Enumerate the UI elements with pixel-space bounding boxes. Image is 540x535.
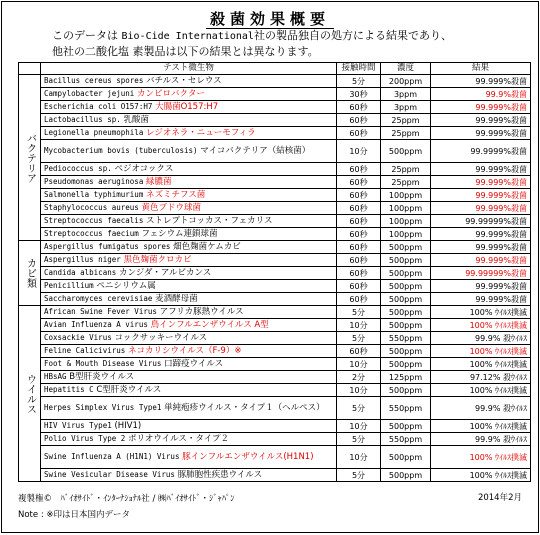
result-cell: 99.9% 殺ｳｲﾙｽ (431, 433, 531, 446)
concentration-cell: 500ppm (381, 469, 431, 482)
table-row (19, 397, 531, 420)
organism-japanese-name: 豚インフルエンザウイルス(H1N1) (182, 452, 314, 462)
intro-line1-a: このデータは (52, 29, 118, 42)
result-cell: 99.999%殺菌 (431, 176, 531, 189)
organism-japanese-name: (HIV1) (114, 421, 142, 431)
organism-japanese-name: マイコバクテリア（結核菌） (200, 146, 311, 156)
header-concentration: 濃度 (381, 63, 431, 75)
result-cell: 99.999%殺菌 (431, 254, 531, 267)
intro-line1-b: 社の製品独自の処方による結果であり、 (253, 29, 452, 42)
organism-name (41, 420, 337, 433)
organism-name (41, 163, 337, 176)
concentration-cell: 125ppm (381, 371, 431, 384)
organism-name (41, 293, 337, 306)
organism-name (41, 280, 337, 293)
organism-scientific-name: Legionella pneumophila (44, 128, 144, 137)
organism-name (41, 228, 337, 241)
contact-time-cell: 60秒 (337, 127, 381, 140)
table-row (19, 114, 531, 127)
table-row (19, 254, 531, 267)
table-body (19, 75, 531, 482)
organism-name (41, 433, 337, 446)
organism-japanese-name: ストレプトコッカス・フェカリス (146, 216, 273, 226)
table-row (19, 101, 531, 114)
result-cell: 99.999%殺菌 (431, 127, 531, 140)
organism-japanese-name: ネズミチフス菌 (146, 190, 206, 200)
organism-japanese-name: 麦酒酵母菌 (155, 294, 198, 304)
intro-line2: 他社の二酸化塩 素製品は以下の結果とは異なります。 (52, 45, 319, 58)
organism-scientific-name: Aspergillus fumigatus spores (44, 242, 171, 251)
table-row (19, 176, 531, 189)
organism-name (41, 75, 337, 88)
result-cell: 99.99999%殺菌 (431, 267, 531, 280)
organism-name (41, 140, 337, 163)
organism-japanese-name: カンピロバクター (137, 89, 205, 99)
organism-scientific-name: Bacillus cereus spores (44, 76, 144, 85)
result-cell: 99.999%殺菌 (431, 189, 531, 202)
contact-time-cell: 60秒 (337, 345, 381, 358)
organism-japanese-name: フェシウム連鎖球菌 (141, 229, 218, 239)
result-cell: 99.999%殺菌 (431, 280, 531, 293)
organism-japanese-name: 大腸菌O157:H7 (155, 102, 219, 112)
organism-japanese-name: カンジダ・アルビカンス (118, 268, 212, 278)
contact-time-cell: 10分 (337, 358, 381, 371)
contact-time-cell: 5分 (337, 332, 381, 345)
concentration-cell: 100ppm (381, 202, 431, 215)
table-row (19, 280, 531, 293)
concentration-cell: 500ppm (381, 345, 431, 358)
concentration-cell: 3ppm (381, 88, 431, 101)
header-result: 結果 (431, 63, 531, 75)
result-cell: 100% ｳｲﾙｽ撲滅 (431, 446, 531, 469)
organism-name (41, 384, 337, 397)
concentration-cell: 25ppm (381, 114, 431, 127)
table-row (19, 345, 531, 358)
organism-scientific-name: Swine Influenza A (H1N1) Virus (44, 452, 180, 461)
table-row (19, 228, 531, 241)
organism-name (41, 306, 337, 319)
footer-note: Note : ※印は日本国内データ (18, 510, 131, 520)
organism-name (41, 202, 337, 215)
table-row (19, 446, 531, 469)
organism-japanese-name: 単純疱疹ウイルス・タイプ１（ヘルペス） (164, 403, 325, 413)
concentration-cell: 500ppm (381, 420, 431, 433)
table-row (19, 358, 531, 371)
result-cell: 99.9999%殺菌 (431, 140, 531, 163)
organism-name (41, 114, 337, 127)
organism-japanese-name: ペニシリウム属 (96, 281, 156, 291)
organism-scientific-name: Hepatitis C (44, 385, 94, 394)
header-test-organism: テスト微生物 (41, 63, 337, 75)
table-row (19, 384, 531, 397)
contact-time-cell: 10分 (337, 446, 381, 469)
organism-scientific-name: Aspergillus niger (44, 255, 121, 264)
concentration-cell: 550ppm (381, 433, 431, 446)
organism-japanese-name: 口蹄疫ウイルス (164, 359, 224, 369)
table-row (19, 469, 531, 482)
contact-time-cell: 5分 (337, 469, 381, 482)
contact-time-cell: 60秒 (337, 280, 381, 293)
category-label: ウイルス (24, 373, 36, 414)
organism-scientific-name: Coxsackie Virus (44, 333, 112, 342)
document-page (1, 1, 539, 533)
organism-japanese-name: ペジオコックス (114, 164, 174, 174)
concentration-cell: 100ppm (381, 215, 431, 228)
organism-name (41, 397, 337, 420)
result-cell: 99.9% 殺ｳｲﾙｽ (431, 332, 531, 345)
organism-scientific-name: Swine Vesicular Disease Virus (44, 470, 175, 479)
organism-japanese-name: ポリオウイルス・タイプ２ (127, 434, 229, 444)
table-row (19, 332, 531, 345)
contact-time-cell: 10分 (337, 420, 381, 433)
concentration-cell: 500ppm (381, 446, 431, 469)
table-row (19, 319, 531, 332)
result-cell: 99.999%殺菌 (431, 241, 531, 254)
organism-scientific-name: Saccharomyces cerevisiae (44, 294, 153, 303)
header-contact-time: 接触時間 (337, 63, 381, 75)
contact-time-cell: 60秒 (337, 189, 381, 202)
result-cell: 99.999%殺菌 (431, 202, 531, 215)
concentration-cell: 500ppm (381, 254, 431, 267)
contact-time-cell: 10分 (337, 140, 381, 163)
concentration-cell: 100ppm (381, 228, 431, 241)
organism-name (41, 241, 337, 254)
concentration-cell: 500ppm (381, 241, 431, 254)
table-row (19, 202, 531, 215)
concentration-cell: 200ppm (381, 75, 431, 88)
concentration-cell: 500ppm (381, 267, 431, 280)
organism-name (41, 88, 337, 101)
organism-scientific-name: African Swine Fever Virus (44, 307, 157, 316)
category-label: バクテリア (24, 132, 36, 183)
organism-scientific-name: Mycobacterium bovis (tuberculosis) (44, 146, 198, 155)
result-cell: 99.999%殺菌 (431, 293, 531, 306)
contact-time-cell: 60秒 (337, 293, 381, 306)
organism-name (41, 215, 337, 228)
organism-japanese-name: 豚肺胞性疾患ウイルス (177, 470, 263, 480)
organism-name (41, 371, 337, 384)
organism-name (41, 267, 337, 280)
organism-name (41, 358, 337, 371)
organism-scientific-name: Candida albicans (44, 268, 117, 277)
concentration-cell: 500ppm (381, 384, 431, 397)
organism-scientific-name: Herpes Simplex Virus Type1 (44, 403, 162, 412)
concentration-cell: 25ppm (381, 176, 431, 189)
page-title: 殺菌効果概要 (2, 8, 538, 29)
organism-name (41, 319, 337, 332)
organism-japanese-name: 畑色麹菌ケムカビ (173, 242, 241, 252)
table-header-row (19, 63, 531, 75)
contact-time-cell: 10分 (337, 319, 381, 332)
concentration-cell: 500ppm (381, 280, 431, 293)
organism-japanese-name: バチルス・セレウス (146, 76, 222, 86)
result-cell: 99.999%殺菌 (431, 228, 531, 241)
organism-japanese-name: アフリカ豚熱ウイルス (159, 307, 244, 317)
organism-name (41, 446, 337, 469)
organism-name (41, 345, 337, 358)
concentration-cell: 3ppm (381, 101, 431, 114)
contact-time-cell: 60秒 (337, 101, 381, 114)
organism-japanese-name: B型肝炎ウイルス (69, 372, 135, 382)
table-row (19, 75, 531, 88)
organism-scientific-name: Staphylococcus aureus (44, 203, 139, 212)
organism-scientific-name: Streptococcus faecium (44, 229, 139, 238)
result-cell: 99.999%殺菌 (431, 101, 531, 114)
concentration-cell: 500ppm (381, 293, 431, 306)
category-virus (19, 306, 41, 482)
result-cell: 100% ｳｲﾙｽ撲滅 (431, 384, 531, 397)
organism-scientific-name: Lactobacillus sp. (44, 115, 121, 124)
table-row (19, 420, 531, 433)
contact-time-cell: 10分 (337, 384, 381, 397)
organism-japanese-name: 黒色麹菌クロカビ (123, 255, 192, 265)
organism-japanese-name: ネコカリシウイルス（F-9）※ (127, 346, 242, 356)
contact-time-cell: 2分 (337, 371, 381, 384)
concentration-cell: 550ppm (381, 332, 431, 345)
organism-name (41, 469, 337, 482)
contact-time-cell: 60秒 (337, 176, 381, 189)
contact-time-cell: 60秒 (337, 228, 381, 241)
contact-time-cell: 5分 (337, 75, 381, 88)
result-cell: 100% ｳｲﾙｽ撲滅 (431, 345, 531, 358)
organism-name (41, 332, 337, 345)
organism-scientific-name: Feline Calicivirus (44, 346, 126, 355)
organism-name (41, 189, 337, 202)
result-cell: 100% ｳｲﾙｽ撲滅 (431, 319, 531, 332)
organism-japanese-name: C型肝炎ウイルス (96, 385, 162, 395)
header-category (19, 63, 41, 75)
result-cell: 100% ｳｲﾙｽ撲滅 (431, 420, 531, 433)
organism-japanese-name: 鳥インフルエンザウイルス A型 (150, 320, 269, 330)
contact-time-cell: 30秒 (337, 88, 381, 101)
organism-scientific-name: Escherichia coli O157:H7 (44, 102, 153, 111)
table-row (19, 241, 531, 254)
document-date: 2014年2月 (477, 493, 522, 503)
table-row (19, 88, 531, 101)
organism-japanese-name: レジオネラ・ニューモフィラ (146, 128, 256, 138)
category-fungi (19, 241, 41, 306)
table-row (19, 189, 531, 202)
organism-name (41, 254, 337, 267)
result-cell: 99.9% 殺ｳｲﾙｽ (431, 397, 531, 420)
table-row (19, 371, 531, 384)
contact-time-cell: 60秒 (337, 114, 381, 127)
table-row (19, 293, 531, 306)
contact-time-cell: 5分 (337, 433, 381, 446)
organism-japanese-name: 乳酸菌 (123, 115, 149, 125)
organism-scientific-name: HBsAG (44, 372, 67, 381)
organism-scientific-name: Campylobacter jejuni (44, 89, 135, 98)
intro-text (52, 28, 522, 59)
result-cell: 97.12% 殺ｳｲﾙｽ (431, 371, 531, 384)
table-row (19, 215, 531, 228)
organism-japanese-name: 緑膿菌 (146, 177, 172, 187)
result-cell: 99.999%殺菌 (431, 114, 531, 127)
contact-time-cell: 5分 (337, 397, 381, 420)
concentration-cell: 100ppm (381, 189, 431, 202)
result-cell: 99.999%殺菌 (431, 75, 531, 88)
organism-name (41, 101, 337, 114)
concentration-cell: 25ppm (381, 127, 431, 140)
organism-japanese-name: 黄色ブドウ球菌 (141, 203, 202, 213)
organism-name (41, 127, 337, 140)
footer-copyright: 複製権© ﾊﾞｲｵｻｲﾄﾞ・ｲﾝﾀｰﾅｼｮﾅﾙ社 / ㈱ﾊﾞｲｵｻｲﾄﾞ・ｼﾞｬﾊﾟﾝ (18, 494, 235, 504)
result-cell: 100% ｳｲﾙｽ撲滅 (431, 306, 531, 319)
concentration-cell: 500ppm (381, 358, 431, 371)
concentration-cell: 25ppm (381, 163, 431, 176)
contact-time-cell: 60秒 (337, 254, 381, 267)
result-cell: 100% ｳｲﾙｽ撲滅 (431, 358, 531, 371)
organism-scientific-name: Foot & Mouth Disease Virus (44, 359, 162, 368)
intro-company: Bio-Cide International (121, 31, 254, 42)
footer (18, 491, 235, 523)
result-cell: 99.99999%殺菌 (431, 215, 531, 228)
table-row (19, 306, 531, 319)
contact-time-cell: 60秒 (337, 241, 381, 254)
category-bacteria (19, 75, 41, 241)
organism-scientific-name: Pseudomonas aeruginosa (44, 177, 144, 186)
category-label: カビ類 (24, 258, 36, 288)
contact-time-cell: 60秒 (337, 202, 381, 215)
organism-scientific-name: Avian Influenza A virus (44, 320, 148, 329)
contact-time-cell: 5分 (337, 306, 381, 319)
result-cell: 99.999%殺菌 (431, 163, 531, 176)
efficacy-table (18, 62, 531, 482)
organism-scientific-name: Salmonella typhimurium (44, 190, 144, 199)
table-row (19, 140, 531, 163)
organism-scientific-name: Polio Virus Type 2 (44, 434, 126, 443)
contact-time-cell: 60秒 (337, 163, 381, 176)
organism-scientific-name: Pediococcus sp. (44, 164, 112, 173)
contact-time-cell: 60秒 (337, 215, 381, 228)
table-row (19, 163, 531, 176)
organism-name (41, 176, 337, 189)
contact-time-cell: 60秒 (337, 267, 381, 280)
result-cell: 99.9%殺菌 (431, 88, 531, 101)
table-row (19, 127, 531, 140)
table-row (19, 433, 531, 446)
concentration-cell: 500ppm (381, 319, 431, 332)
table-row (19, 267, 531, 280)
concentration-cell: 550ppm (381, 397, 431, 420)
organism-scientific-name: Penicillium (44, 281, 94, 290)
concentration-cell: 500ppm (381, 140, 431, 163)
organism-scientific-name: HIV Virus Type1 (44, 421, 112, 430)
organism-japanese-name: コックサッキーウイルス (114, 333, 208, 343)
result-cell: 100% ｳｲﾙｽ撲滅 (431, 469, 531, 482)
concentration-cell: 500ppm (381, 306, 431, 319)
organism-scientific-name: Streptococcus faecalis (44, 216, 144, 225)
